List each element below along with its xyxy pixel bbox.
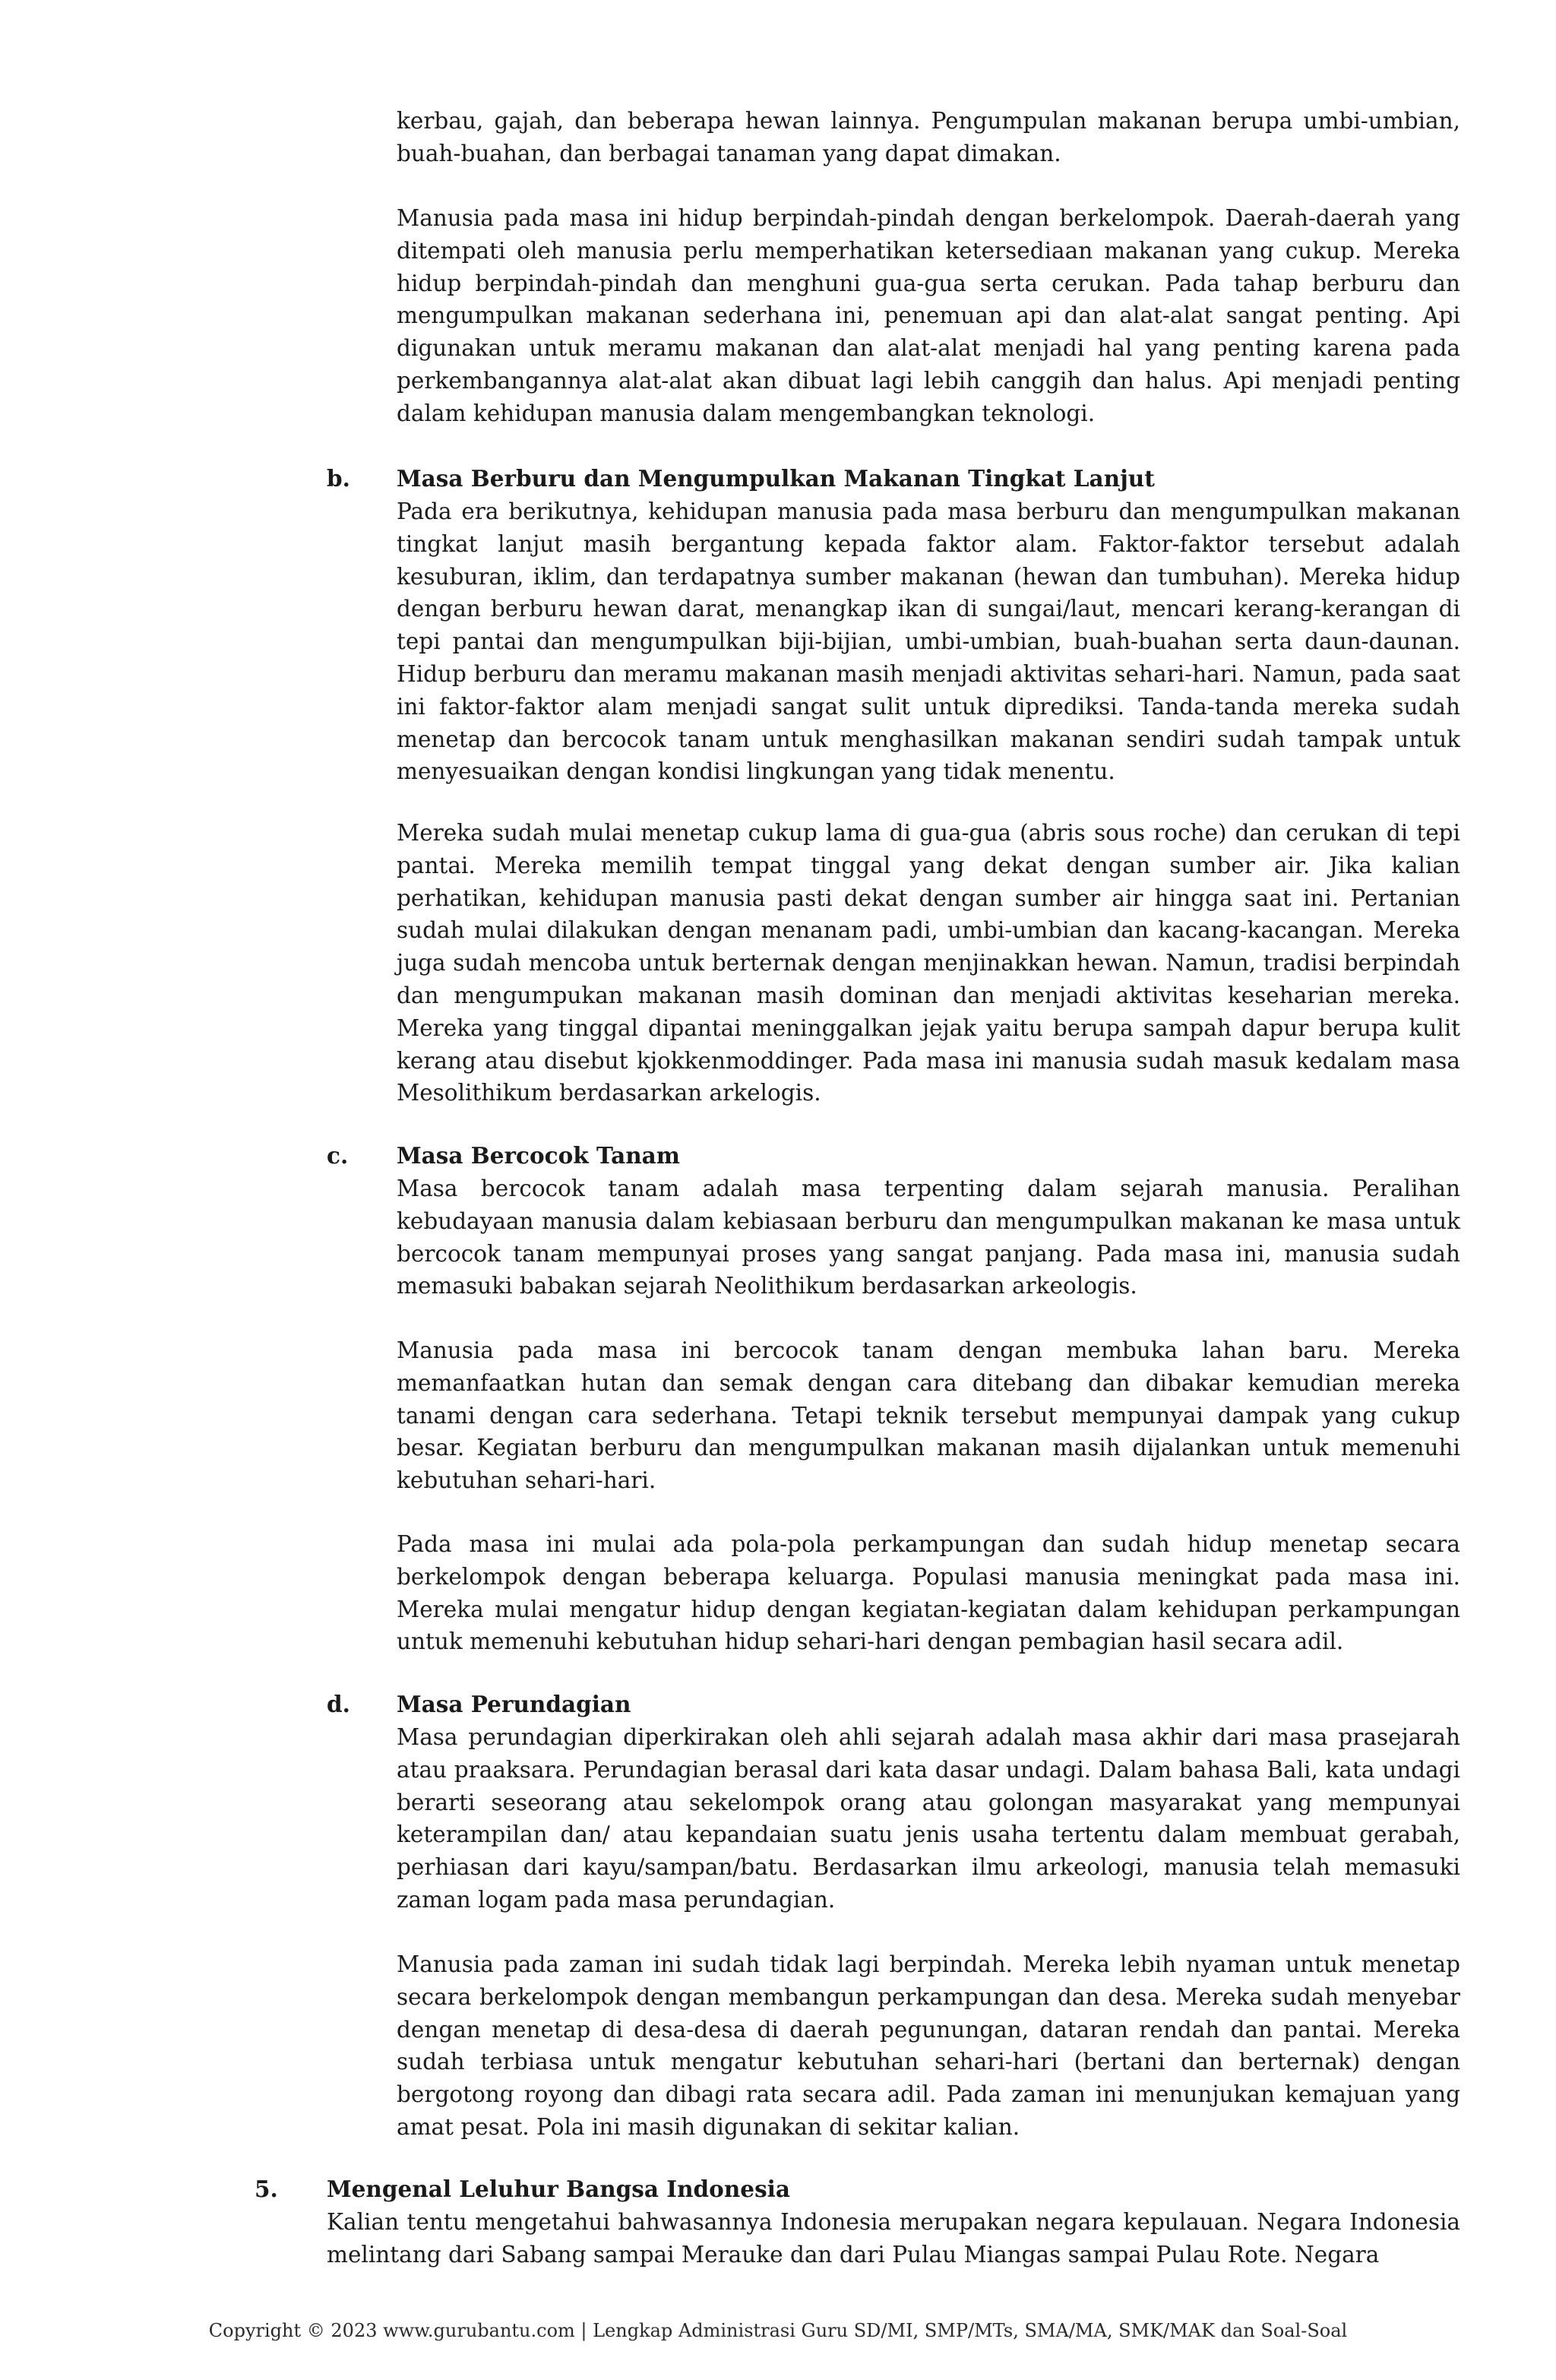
section-b-title: Masa Berburu dan Mengumpulkan Makanan Tingkat Lanjut — [397, 465, 1155, 492]
section-5-paragraph-1: Kalian tentu mengetahui bahwasannya Indonesia merupakan negara kepulauan. Negara Indonesia melintang dari Sabang sampai Merauke dan dari Pulau Miangas sampai Pulau Rote. Negara — [327, 2209, 1460, 2268]
section-c-title: Masa Bercocok Tanam — [397, 1142, 681, 1169]
section-c-paragraph-3: Pada masa ini mulai ada pola-pola perkampungan dan sudah hidup menetap secara berkelompok dengan beberapa keluarga. Populasi manusia meningkat pada masa ini. Mereka mulai mengatur hidup dengan kegiatan-kegiatan dalam kehidupan perkampungan untuk memenuhi kebutuhan hidup sehari-hari dengan pembagian hasil secara adil. — [397, 1531, 1460, 1655]
section-d-paragraph-1: Masa perundagian diperkirakan oleh ahli sejarah adalah masa akhir dari masa prasejarah atau praaksara. Perundagian berasal dari kata dasar undagi. Dalam bahasa Bali, kata undagi berarti seseorang atau sekelompok orang atau golongan masyarakat yang mempunyai keterampilan dan/ atau kepandaian suatu jenis usaha tertentu dalam membuat gerabah, perhiasan dari kayu/sampan/batu. Berdasarkan ilmu arkeologi, manusia telah memasuki zaman logam pada masa perundagian. — [397, 1724, 1460, 1913]
section-5-number: 5. — [255, 2176, 278, 2202]
section-c-paragraph-1: Masa bercocok tanam adalah masa terpenting dalam sejarah manusia. Peralihan kebudayaan manusia dalam kebiasaan berburu dan mengumpulkan makanan ke masa untuk bercocok tanam mempunyai proses yang sangat panjang. Pada masa ini, manusia sudah memasuki babakan sejarah Neolithikum berdasarkan arkeologis. — [397, 1176, 1460, 1299]
section-d-title: Masa Perundagian — [397, 1691, 631, 1717]
section-c-paragraph-2: Manusia pada masa ini bercocok tanam dengan membuka lahan baru. Mereka memanfaatkan hutan dan semak dengan cara ditebang dan dibakar kemudian mereka tanami dengan cara sederhana. Tetapi teknik tersebut mempunyai dampak yang cukup besar. Kegiatan berburu dan mengumpulkan makanan masih dijalankan untuk memenuhi kebutuhan sehari-hari. — [397, 1337, 1460, 1494]
paragraph-intro-2: Manusia pada masa ini hidup berpindah-pindah dengan berkelompok. Daerah-daerah yang ditempati oleh manusia perlu memperhatikan ketersediaan makanan yang cukup. Mereka hidup berpindah-pindah dan menghuni gua-gua serta cerukan. Pada tahap berburu dan mengumpulkan makanan sederhana ini, penemuan api dan alat-alat sangat penting. Api digunakan untuk meramu makanan dan alat-alat menjadi hal yang penting karena pada perkembangannya alat-alat akan dibuat lagi lebih canggih dan halus. Api menjadi penting dalam kehidupan manusia dalam mengembangkan teknologi. — [397, 205, 1460, 426]
page-footer: Copyright © 2023 www.gurubantu.com | Lengkap Administrasi Guru SD/MI, SMP/MTs, SMA/MA, SMK/MAK dan Soal-Soal — [208, 2320, 1348, 2341]
section-5-title: Mengenal Leluhur Bangsa Indonesia — [327, 2176, 790, 2202]
section-b-paragraph-2: Mereka sudah mulai menetap cukup lama di gua-gua (abris sous roche) dan cerukan di tepi pantai. Mereka memilih tempat tinggal yang dekat dengan sumber air. Jika kalian perhatikan, kehidupan manusia pasti dekat dengan sumber air hingga saat ini. Pertanian sudah mulai dilakukan dengan menanam padi, umbi-umbian dan kacang-kacangan. Mereka juga sudah mencoba untuk berternak dengan menjinakkan hewan. Namun, tradisi berpindah dan mengumpukan makanan masih dominan dan menjadi aktivitas keseharian mereka. Mereka yang tinggal dipantai meninggalkan jejak yaitu berupa sampah dapur berupa kulit kerang atau disebut kjokkenmoddinger. Pada masa ini manusia sudah masuk kedalam masa Mesolithikum berdasarkan arkelogis. — [397, 820, 1460, 1106]
section-d-paragraph-2: Manusia pada zaman ini sudah tidak lagi berpindah. Mereka lebih nyaman untuk menetap secara berkelompok dengan membangun perkampungan dan desa. Mereka sudah menyebar dengan menetap di desa-desa di daerah pegunungan, dataran rendah dan pantai. Mereka sudah terbiasa untuk mengatur kebutuhan sehari-hari (bertani dan berternak) dengan bergotong royong dan dibagi rata secara adil. Pada zaman ini menunjukan kemajuan yang amat pesat. Pola ini masih digunakan di sekitar kalian. — [397, 1951, 1460, 2140]
section-b-label: b. — [327, 465, 350, 492]
section-c-label: c. — [327, 1142, 349, 1169]
section-b-paragraph-1: Pada era berikutnya, kehidupan manusia pada masa berburu dan mengumpulkan makanan tingkat lanjut masih bergantung kepada faktor alam. Faktor-faktor tersebut adalah kesuburan, iklim, dan terdapatnya sumber makanan (hewan dan tumbuhan). Mereka hidup dengan berburu hewan darat, menangkap ikan di sungai/laut, mencari kerang-kerangan di tepi pantai dan mengumpulkan biji-bijian, umbi-umbian, buah-buahan serta daun-daunan. Hidup berburu dan meramu makanan masih menjadi aktivitas sehari-hari. Namun, pada saat ini faktor-faktor alam menjadi sangat sulit untuk diprediksi. Tanda-tanda mereka sudah menetap dan bercocok tanam untuk menghasilkan makanan sendiri sudah tampak untuk menyesuaikan dengan kondisi lingkungan yang tidak menentu. — [397, 498, 1460, 785]
paragraph-intro-1: kerbau, gajah, dan beberapa hewan lainnya. Pengumpulan makanan berupa umbi-umbian, buah-buahan, dan berbagai tanaman yang dapat dimakan. — [397, 108, 1460, 166]
section-d-label: d. — [327, 1691, 350, 1717]
